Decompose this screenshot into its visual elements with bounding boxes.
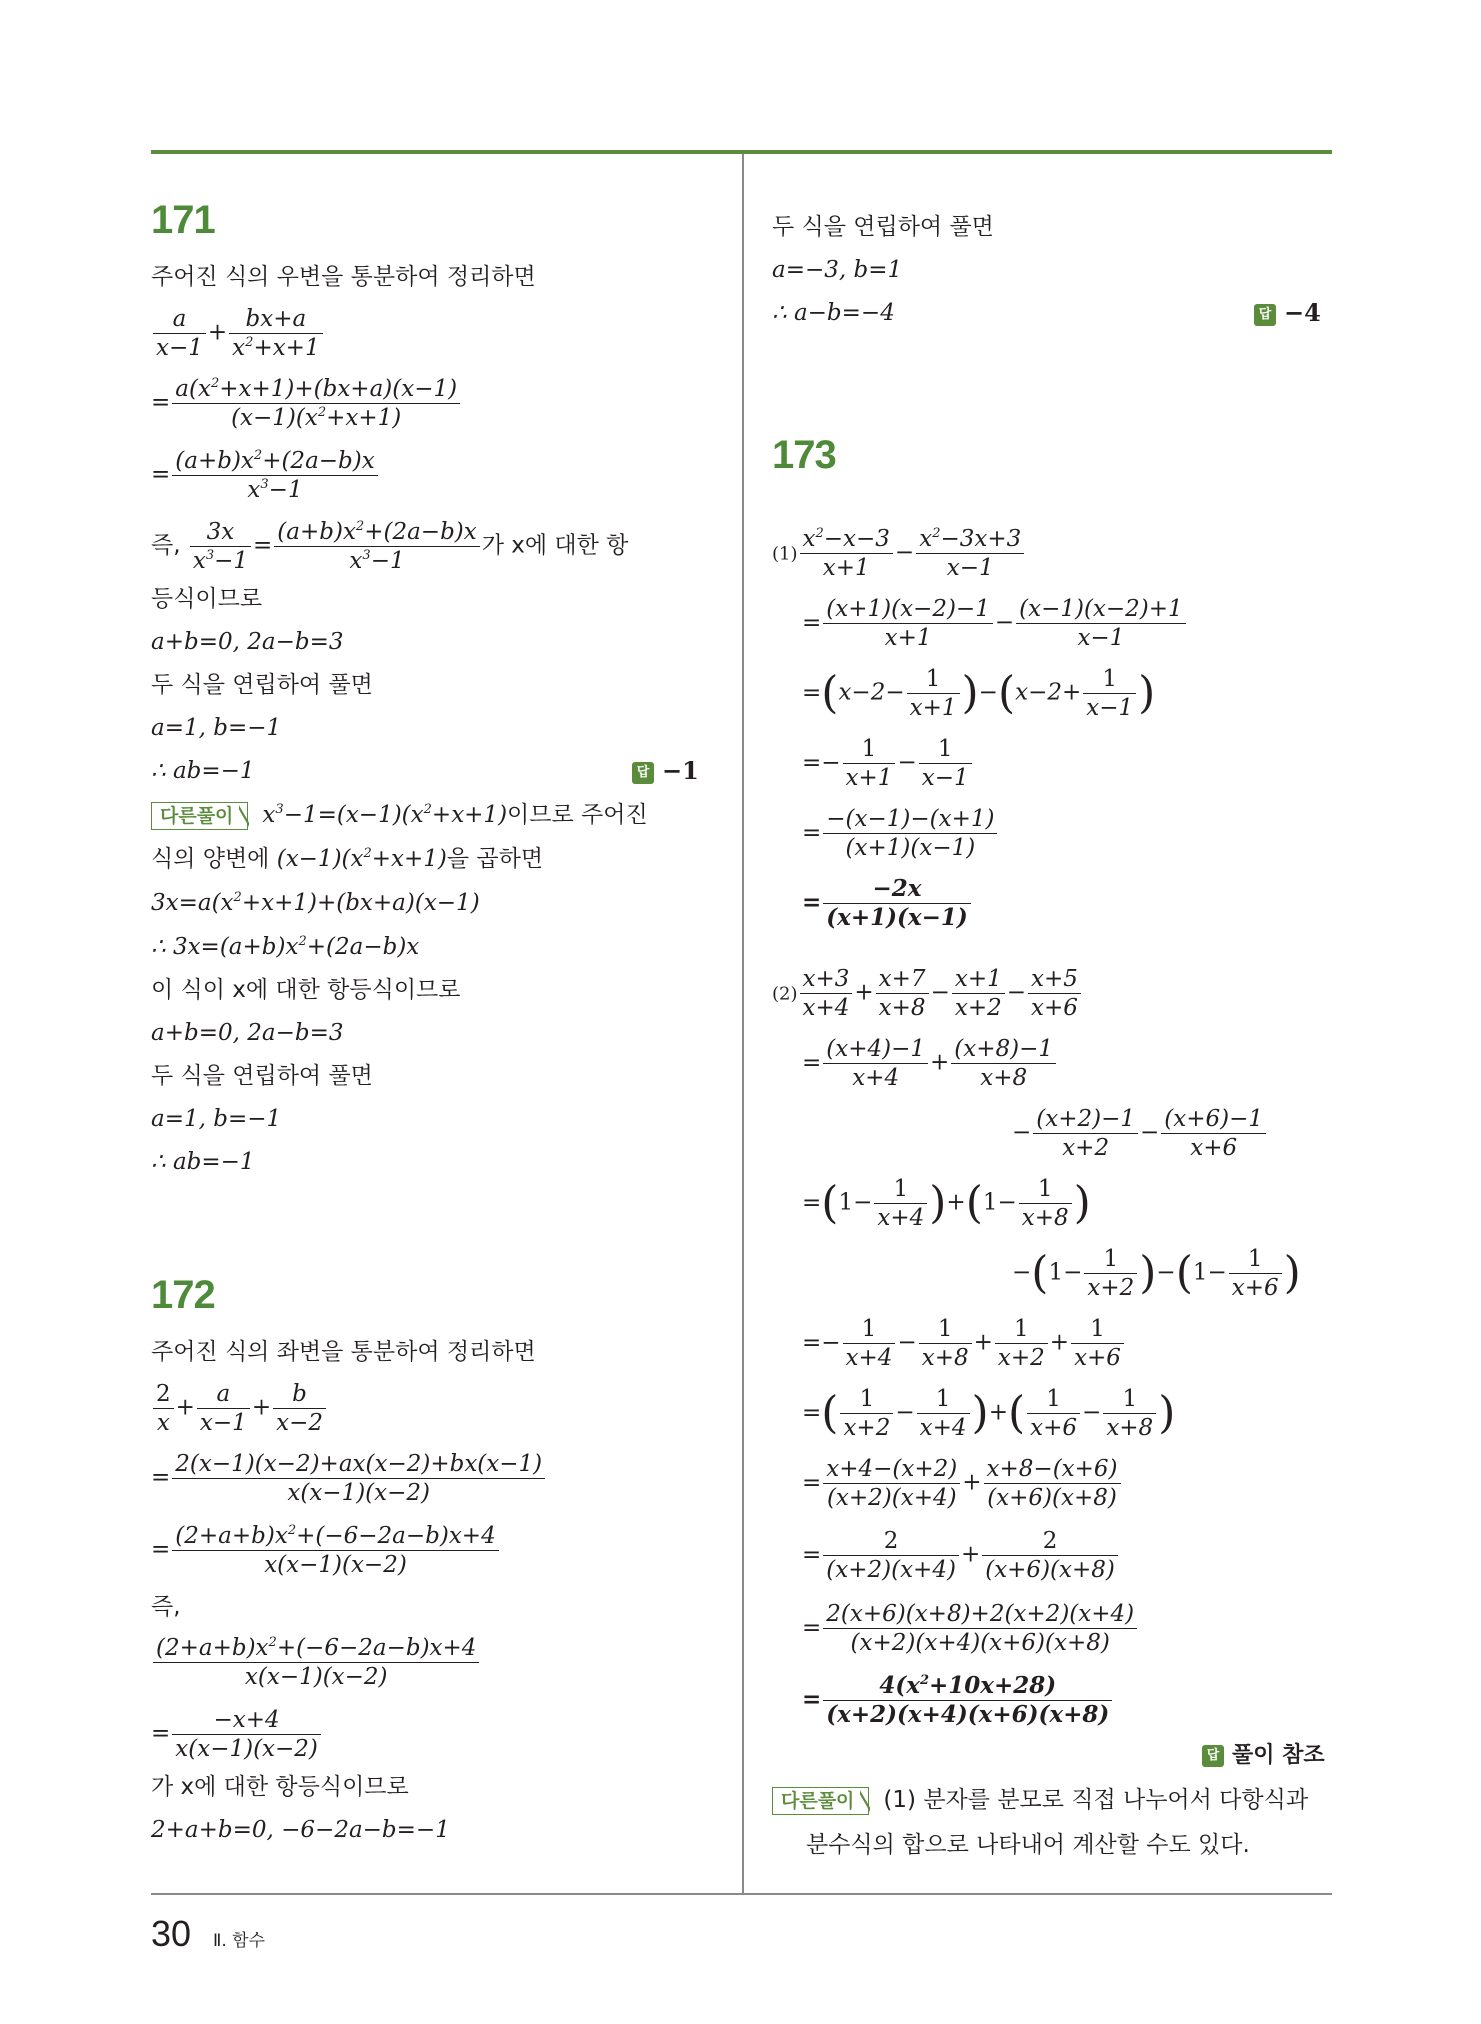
eq-173-2-line4: =− $\frac{1}{x+4}$ − $\frac{1}{x+8}$ + $\frac{1}{x+2}$ + $\frac{1}{x+6}$ — [772, 1315, 1126, 1372]
answer-173: 답 풀이 참조 — [1202, 1738, 1325, 1769]
answer-icon: 답 — [632, 762, 654, 784]
eq-172-line4: $\frac{(2+a+b)x^2+(-6-2a-b)x+4}{x(x-1)(x-2)}$ — [151, 1634, 481, 1691]
eq-173-1-line5: = $\frac{-(x-1)-(x+1)}{(x+1)(x-1)}$ — [772, 805, 999, 862]
eq-172-system: 2+a+b=0, −6−2a−b=−1 — [151, 1817, 450, 1843]
eq-171-line3: = $\frac{(a+b)x^2+(2a-b)x}{x^3-1}$ — [151, 447, 380, 504]
eq-173-2-line7: = $\frac{2}{(x+2)(x+4)}$ + $\frac{2}{(x+6)(x+8)}$ — [772, 1527, 1120, 1584]
alt-171-line9: ∴ ab=−1 — [151, 1149, 255, 1175]
alt-173-line2: 분수식의 합으로 나타내어 계산할 수도 있다. — [806, 1832, 1250, 1858]
alt-171-line5: 이 식이 x에 대한 항등식이므로 — [151, 977, 461, 1003]
eq-173-2-line2b: − $\frac{(x+2)-1}{x+2}$ − $\frac{(x+6)-1}{x+6}$ — [1012, 1105, 1268, 1162]
eq-171-identity: 즉, $\frac{3x}{x^3-1}$ = $\frac{(a+b)x^2+(2a-b)x}{x^3-1}$ 가 x에 대한 항 — [151, 519, 629, 574]
eq-171-system: a+b=0, 2a−b=3 — [151, 629, 344, 655]
answer-icon: 답 — [1202, 1745, 1224, 1767]
eq-173-1-line1: (1) $\frac{x^2-x-3}{x+1}$ − $\frac{x^2-3x+3}{x-1}$ — [772, 525, 1026, 582]
alt-solution-tag: 다른풀이 — [151, 802, 248, 830]
alt-171-line7: 두 식을 연립하여 풀면 — [151, 1063, 373, 1089]
eq-173-1-line3: =(x−2− $\frac{1}{x+1}$ )−(x−2+ $\frac{1}{x-1}$ ) — [802, 666, 1156, 721]
eq-172-line5: = $\frac{-x+4}{x(x-1)(x-2)}$ — [151, 1706, 323, 1763]
alt-171-line1: 다른풀이 $x^3-1=(x-1)(x^2+x+1)$이므로 주어진 — [151, 800, 648, 830]
text-171-intro: 주어진 식의 우변을 통분하여 정리하면 — [151, 264, 536, 290]
answer-172: 답 −4 — [1254, 298, 1321, 327]
alt-171-line3: $3x=a(x^2+x+1)+(bx+a)(x-1)$ — [151, 890, 480, 916]
eq-172-line1: $\frac{2}{x}$ + $\frac{a}{x-1}$ + $\frac{b}{x-2}$ — [151, 1380, 328, 1437]
eq-173-2-line6: = $\frac{x+4-(x+2)}{(x+2)(x+4)}$ + $\frac{x+8-(x+6)}{(x+6)(x+8)}$ — [772, 1455, 1123, 1512]
eq-173-1-line4: =− $\frac{1}{x+1}$ − $\frac{1}{x-1}$ — [772, 735, 974, 792]
text-172-intro: 주어진 식의 좌변을 통분하여 정리하면 — [151, 1339, 536, 1365]
problem-number-172: 172 — [151, 1273, 215, 1317]
text-172-jeuk: 즉, — [151, 1594, 181, 1620]
answer-171: 답 −1 — [632, 756, 699, 785]
eq-173-2-line5: =( $\frac{1}{x+2}$ − $\frac{1}{x+4}$ )+( $\frac{1}{x+6}$ − $\frac{1}{x+8}$ ) — [802, 1386, 1176, 1441]
eq-171-solution: a=1, b=−1 — [151, 715, 282, 741]
answer-icon: 답 — [1254, 304, 1276, 326]
column-divider — [742, 154, 744, 1894]
eq-172-therefore: ∴ a−b=−4 — [772, 300, 895, 326]
alt-171-line8: a=1, b=−1 — [151, 1106, 282, 1132]
text-171-identity: 등식이므로 — [151, 586, 263, 612]
eq-173-2-line1: (2) $\frac{x+3}{x+4}$ + $\frac{x+7}{x+8}$ − $\frac{x+1}{x+2}$ − $\frac{x+5}{x+6}$ — [772, 965, 1083, 1022]
bottom-rule — [151, 1893, 1332, 1895]
alt-171-line6: a+b=0, 2a−b=3 — [151, 1020, 344, 1046]
alt-solution-tag: 다른풀이 — [772, 1787, 869, 1815]
eq-173-2-line8: = $\frac{2(x+6)(x+8)+2(x+2)(x+4)}{(x+2)(x+4)(x+6)(x+8)}$ — [772, 1600, 1139, 1657]
eq-173-2-result: = $\frac{4(x^2+10x+28)}{(x+2)(x+4)(x+6)(x+8)}$ — [772, 1672, 1114, 1729]
eq-172-line2: = $\frac{2(x-1)(x-2)+ax(x-2)+bx(x-1)}{x(x-1)(x-2)}$ — [151, 1450, 547, 1507]
page-number: 30 — [151, 1913, 192, 1954]
eq-171-line2: = $\frac{a(x^2+x+1)+(bx+a)(x-1)}{(x-1)(x^2+x+1)}$ — [151, 375, 462, 432]
section-label: Ⅱ. 함수 — [213, 1931, 266, 1951]
problem-number-173: 173 — [772, 433, 836, 477]
eq-173-2-line2: = $\frac{(x+4)-1}{x+4}$ + $\frac{(x+8)-1}{x+8}$ — [772, 1035, 1058, 1092]
text-172-tail: 가 x에 대한 항등식이므로 — [151, 1774, 409, 1800]
alt-171-line4: ∴ $3x=(a+b)x^2+(2a-b)x$ — [151, 934, 420, 960]
eq-172-solution: a=−3, b=1 — [772, 257, 903, 283]
text-172-solve: 두 식을 연립하여 풀면 — [772, 214, 994, 240]
alt-171-line2: 식의 양변에 $(x-1)(x^2+x+1)$을 곱하면 — [151, 846, 544, 872]
eq-173-2-line3b: −(1− $\frac{1}{x+2}$ )−(1− $\frac{1}{x+6}$ ) — [1012, 1246, 1301, 1301]
eq-171-therefore: ∴ ab=−1 — [151, 758, 255, 784]
eq-172-line3: = $\frac{(2+a+b)x^2+(-6-2a-b)x+4}{x(x-1)(x-2)}$ — [151, 1522, 501, 1579]
eq-173-1-line2: = $\frac{(x+1)(x-2)-1}{x+1}$ − $\frac{(x-1)(x-2)+1}{x-1}$ — [772, 595, 1188, 652]
problem-number-171: 171 — [151, 198, 215, 242]
text-171-solve: 두 식을 연립하여 풀면 — [151, 672, 373, 698]
eq-171-line1: $\frac{a}{x-1}$ + $\frac{bx+a}{x^2+x+1}$ — [151, 305, 325, 362]
eq-173-2-line3: =(1− $\frac{1}{x+4}$ )+(1− $\frac{1}{x+8}$ ) — [802, 1176, 1091, 1231]
alt-173-line1: 다른풀이 (1) 분자를 분모로 직접 나누어서 다항식과 — [772, 1785, 1308, 1815]
eq-173-1-result: = $\frac{-2x}{(x+1)(x-1)}$ — [772, 875, 973, 932]
